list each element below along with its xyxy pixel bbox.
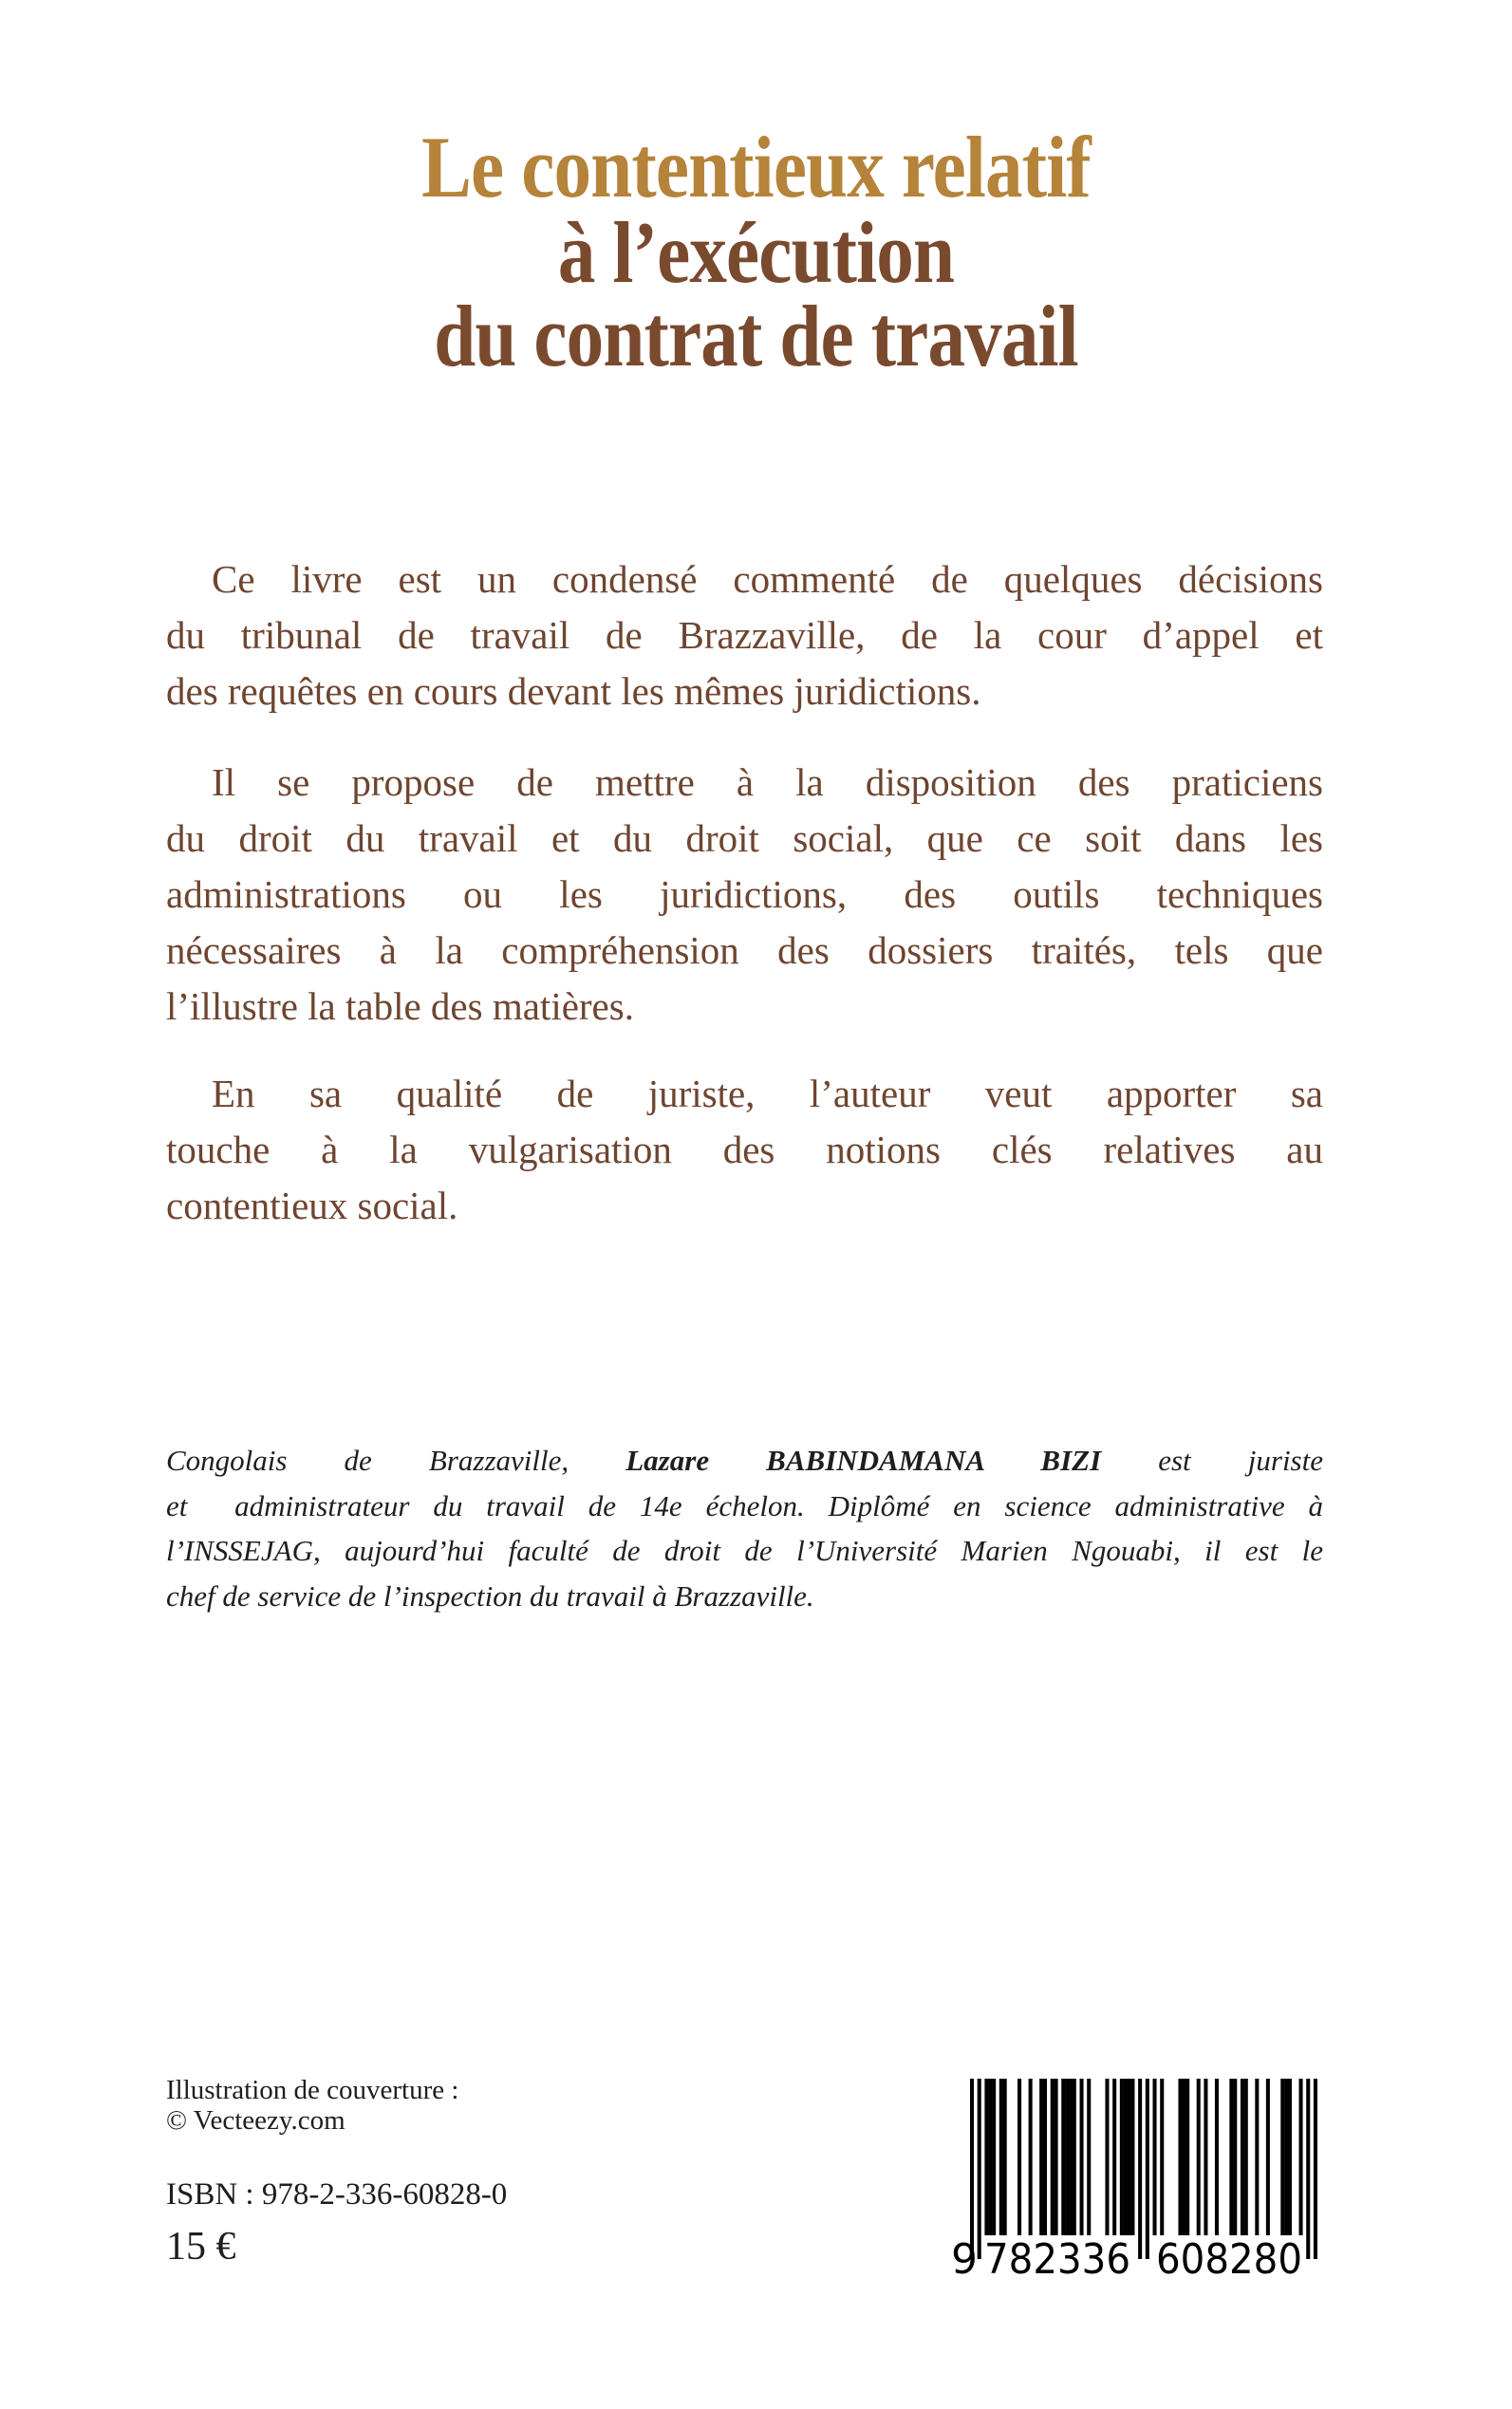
barcode-bar [1128, 2079, 1131, 2235]
summary-line: du droit du travail et du droit social, que ce soit dans les [166, 816, 1323, 860]
barcode-bar [1241, 2079, 1244, 2235]
barcode-bar [1051, 2079, 1055, 2235]
barcode-bar [1105, 2079, 1109, 2235]
author-bio-line: et administrateur du travail de 14e échelon. Diplômé en science administrative à [166, 1489, 1323, 1522]
barcode-bar [1229, 2079, 1233, 2235]
barcode-bar [970, 2079, 974, 2259]
barcode-bar [1055, 2079, 1058, 2235]
barcode-bar [1124, 2079, 1128, 2235]
summary-line: nécessaires à la compréhension des dossiers traités, tels que [166, 928, 1323, 972]
author-name: Lazare BABINDAMANA BIZI [625, 1444, 1102, 1477]
summary-line: l’illustre la table des matières. [166, 984, 634, 1028]
barcode-bar [1069, 2079, 1073, 2235]
barcode-bar [978, 2079, 981, 2259]
barcode-bar [999, 2079, 1003, 2235]
title-line-2: à l’exécution [557, 204, 955, 301]
summary-line: touche à la vulgarisation des notions clés relatives au [166, 1128, 1323, 1171]
barcode-bar [988, 2079, 992, 2235]
summary-line: administrations ou les juridictions, des outils techniques [166, 872, 1323, 916]
isbn: ISBN : 978-2-336-60828-0 [166, 2177, 508, 2212]
illustration-credit-label: Illustration de couverture : [166, 2075, 459, 2105]
barcode-bar [1160, 2079, 1164, 2235]
barcode-digits-right: 608280 [1156, 2235, 1302, 2284]
barcode-bar [1146, 2079, 1149, 2259]
barcode-bar [1065, 2079, 1069, 2235]
barcode-bar [1266, 2079, 1270, 2235]
isbn-barcode [949, 2074, 1329, 2288]
title-line-1: Le contentieux relatif [421, 119, 1091, 215]
barcode-bar [984, 2079, 988, 2235]
barcode-bar [1197, 2079, 1201, 2235]
barcode-bar [1280, 2079, 1284, 2235]
barcode-bar [1215, 2079, 1219, 2235]
barcode-bar [1029, 2079, 1033, 2235]
summary-line: du tribunal de travail de Brazzaville, de la cour d’appel et [166, 613, 1323, 657]
barcode-bar [1284, 2079, 1288, 2235]
barcode-bar [1288, 2079, 1292, 2235]
barcode-bar [1073, 2079, 1076, 2235]
barcode-bar [1120, 2079, 1124, 2235]
summary-line: En sa qualité de juriste, l’auteur veut apporter sa [212, 1072, 1323, 1115]
barcode-bar [1314, 2079, 1317, 2259]
barcode-bar [1178, 2079, 1182, 2235]
barcode-bar [1153, 2079, 1157, 2235]
barcode-bar [1244, 2079, 1248, 2235]
barcode-bar [1182, 2079, 1185, 2235]
author-bio-line: chef de service de l’inspection du travail à Brazzaville. [166, 1579, 814, 1613]
barcode-bar [1185, 2079, 1189, 2235]
barcode-bar [1299, 2079, 1303, 2235]
barcode-bar [1017, 2079, 1021, 2235]
barcode-bar [1003, 2079, 1007, 2235]
barcode-bar [1087, 2079, 1091, 2235]
summary-line: contentieux social. [166, 1184, 458, 1227]
barcode-bar [1233, 2079, 1237, 2235]
barcode-bar [1138, 2079, 1142, 2259]
barcode-bar [992, 2079, 996, 2235]
summary-line: Ce livre est un condensé commenté de quelques décisions [212, 557, 1323, 601]
barcode-bar [1061, 2079, 1065, 2235]
barcode-bar [1130, 2079, 1134, 2235]
barcode-bar [1204, 2079, 1207, 2235]
illustration-credit-source: © Vecteezy.com [166, 2105, 345, 2136]
author-bio-line [166, 1442, 1323, 1480]
barcode-bar [1039, 2079, 1043, 2235]
barcode-bar [1306, 2079, 1310, 2259]
price: 15 € [166, 2225, 236, 2269]
barcode-bar [1043, 2079, 1047, 2235]
barcode-digits-left: 782336 [984, 2235, 1130, 2284]
summary-line: Il se propose de mettre à la disposition des praticiens [212, 760, 1323, 804]
barcode-bar [1112, 2079, 1116, 2235]
bio-text: est juriste [1158, 1444, 1323, 1477]
bio-text: Congolais de Brazzaville, [166, 1444, 569, 1477]
summary-line: des requêtes en cours devant les mêmes juridictions. [166, 669, 981, 713]
barcode-digit-first: 9 [951, 2235, 978, 2284]
barcode-bar [1255, 2079, 1259, 2235]
title-line-3: du contrat de travail [434, 288, 1078, 384]
barcode-bar [1080, 2079, 1084, 2235]
author-bio-line: l’INSSEJAG, aujourd’hui faculté de droit de l’Université Marien Ngouabi, il est le [166, 1534, 1323, 1567]
